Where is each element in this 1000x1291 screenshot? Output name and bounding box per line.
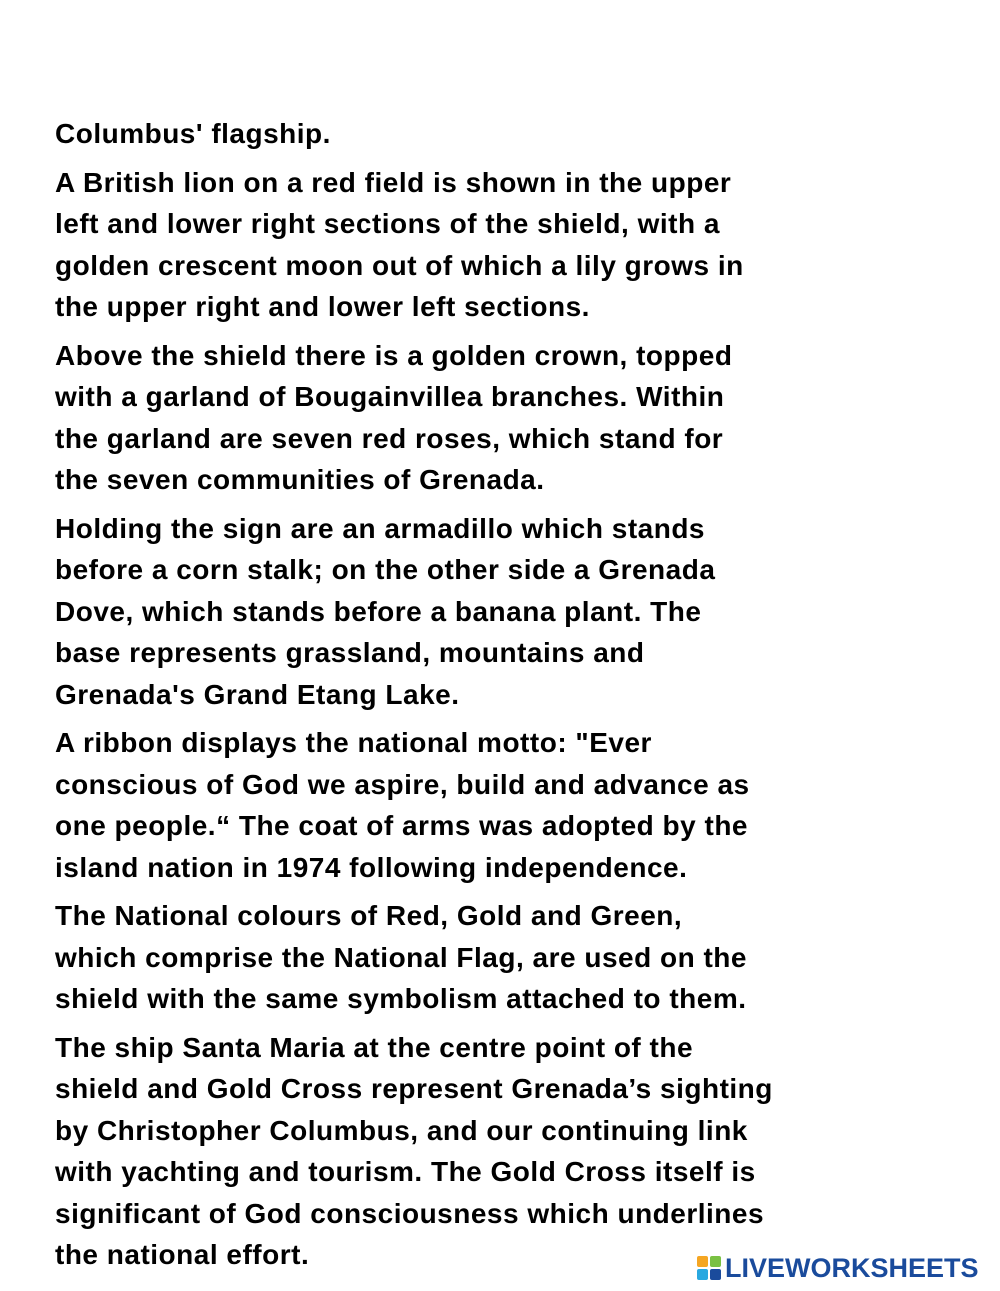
text-line: by Christopher Columbus, and our continuing link bbox=[55, 1114, 748, 1146]
watermark-text: LIVEWORKSHEETS bbox=[725, 1252, 979, 1283]
text-line: island nation in 1974 following independence. bbox=[55, 851, 688, 883]
logo-square-3 bbox=[697, 1269, 708, 1280]
text-line: conscious of God we aspire, build and advance as bbox=[55, 768, 750, 800]
paragraph-6 bbox=[55, 895, 955, 1020]
text-line: with a garland of Bougainvillea branches. Within bbox=[55, 381, 725, 412]
text-line: golden crescent moon out of which a lily grows in bbox=[55, 249, 744, 281]
text-line: left and lower right sections of the shield, with a bbox=[55, 208, 720, 239]
text-line: The ship Santa Maria at the centre point of the bbox=[55, 1031, 694, 1063]
liveworksheets-logo-icon bbox=[697, 1256, 721, 1280]
paragraph-3 bbox=[55, 335, 955, 501]
document-body bbox=[55, 113, 955, 1283]
paragraph-1 bbox=[55, 113, 955, 155]
text-line: Dove, which stands before a banana plant. The bbox=[55, 595, 702, 627]
text-line: shield and Gold Cross represent Grenada’s sighting bbox=[55, 1073, 773, 1104]
liveworksheets-watermark bbox=[697, 1253, 979, 1283]
paragraph-4 bbox=[55, 508, 955, 716]
text-line: significant of God consciousness which underlines bbox=[55, 1197, 765, 1229]
text-line: with yachting and tourism. The Gold Cross itself is bbox=[55, 1156, 756, 1187]
paragraph-7 bbox=[55, 1027, 955, 1276]
text-line: The National colours of Red, Gold and Green, bbox=[55, 900, 683, 931]
logo-square-1 bbox=[697, 1256, 708, 1267]
text-line: one people.“ The coat of arms was adopted by the bbox=[55, 810, 749, 841]
text-line: the garland are seven red roses, which stand for bbox=[55, 422, 724, 454]
text-line: A British lion on a red field is shown in the upper bbox=[55, 166, 732, 198]
logo-square-2 bbox=[710, 1256, 721, 1267]
text-line: Holding the sign are an armadillo which stands bbox=[55, 512, 705, 544]
text-line: the national effort. bbox=[55, 1239, 310, 1270]
text-line: Columbus' flagship. bbox=[55, 118, 331, 149]
text-line: shield with the same symbolism attached to them. bbox=[55, 983, 747, 1014]
text-line: before a corn stalk; on the other side a Grenada bbox=[55, 554, 716, 585]
paragraph-5 bbox=[55, 722, 955, 888]
text-line: Above the shield there is a golden crown, topped bbox=[55, 339, 733, 371]
text-line: which comprise the National Flag, are used on the bbox=[55, 941, 747, 973]
text-line: the seven communities of Grenada. bbox=[55, 464, 545, 495]
text-line: the upper right and lower left sections. bbox=[55, 291, 590, 322]
logo-square-4 bbox=[710, 1269, 721, 1280]
text-line: base represents grassland, mountains and bbox=[55, 637, 645, 668]
paragraph-2 bbox=[55, 162, 955, 328]
text-line: A ribbon displays the national motto: "Ever bbox=[55, 727, 652, 758]
text-line: Grenada's Grand Etang Lake. bbox=[55, 678, 460, 710]
